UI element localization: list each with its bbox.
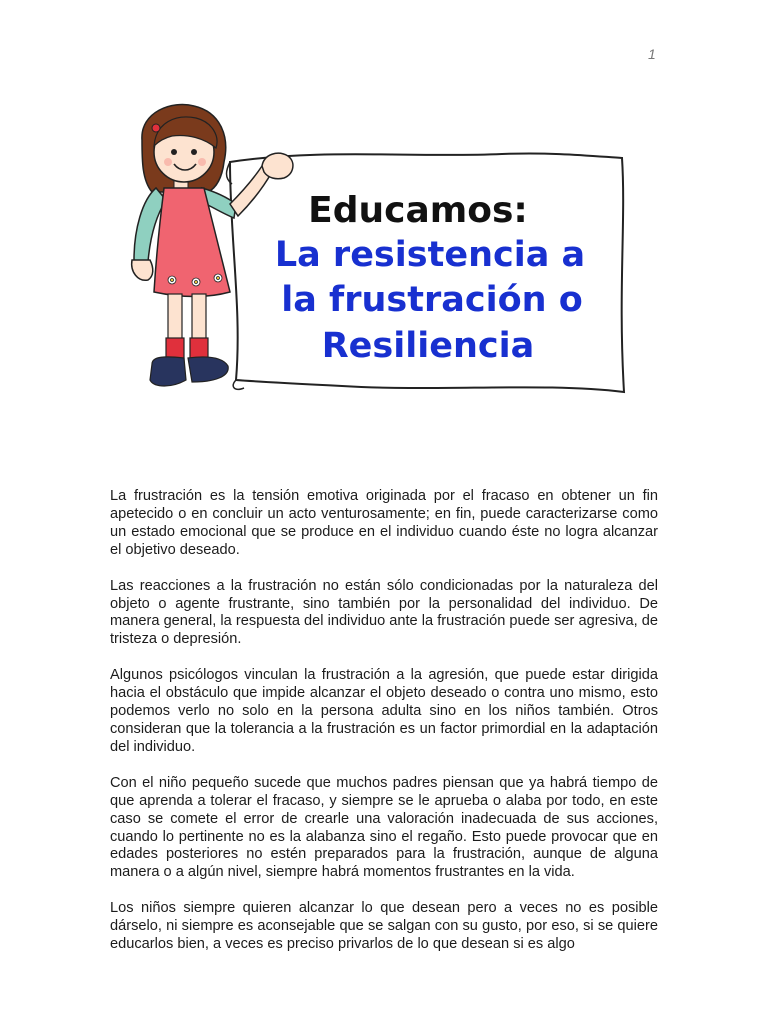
paragraph-2: Las reacciones a la frustración no están sólo condicionadas por la naturaleza del objeto o agente frustrante, sino también por la personalidad del individuo. De manera general, la respuesta del individuo ante la frustración puede ser agresiva, de tristeza o depresión. (110, 577, 658, 648)
paragraph-5: Los niños siempre quieren alcanzar lo que desean pero a veces no es posible dárselo, ni siempre es aconsejable que se salgan con su gusto, por eso, si se quiere educarlos bien, a veces es preciso privarlos de lo que desean si es algo (110, 900, 658, 953)
hair-clip (152, 124, 160, 132)
banner-heading: Educamos: (308, 190, 528, 231)
page-number: 1 (648, 46, 656, 62)
girl-holding-banner-illustration (112, 100, 662, 400)
banner-title-line-3: Resiliencia (321, 326, 535, 366)
banner-title-line-1: La resistencia a (274, 235, 586, 275)
title-illustration (112, 100, 662, 400)
girl-right-shoe (188, 357, 228, 382)
girl-left-shoe (150, 357, 186, 386)
banner-title-line-2: la frustración o (281, 280, 583, 320)
girl-lower-hand (132, 260, 153, 280)
girl-raised-hand (262, 153, 293, 179)
paragraph-1: La frustración es la tensión emotiva originada por el fracaso en obtener un fin apetecido o en concluir un acto venturosamente; en fin, puede caracterizarse como un estado emocional que se produce en el individuo cuando éste no logra alcanzar el objetivo deseado. (110, 488, 658, 558)
paragraph-3: Algunos psicólogos vinculan la frustración a la agresión, que puede estar dirigida hacia el obstáculo que impide alcanzar el objeto deseado o contra uno mismo, esto podemos verlo no solo en la persona adulta sino en los niños también. Otros consideran que la tolerancia a la frustración es un factor primordial en la adaptación del individuo. (110, 667, 658, 755)
body-text (110, 488, 658, 972)
paragraph-4: Con el niño pequeño sucede que muchos padres piensan que ya habrá tiempo de que aprenda a tolerar el fracaso, y siempre se le aprueba o alaba por todo, en este caso se comete el error de crearle una valoración inadecuada de sus acciones, cuando lo pertinente no es la alabanza sino el regaño. Esto puede provocar que en edades posteriores no estén preparados para la frustración, aunque de alguna manera o a algún nivel, siempre habrá momentos frustrantes en la vida. (110, 774, 658, 881)
